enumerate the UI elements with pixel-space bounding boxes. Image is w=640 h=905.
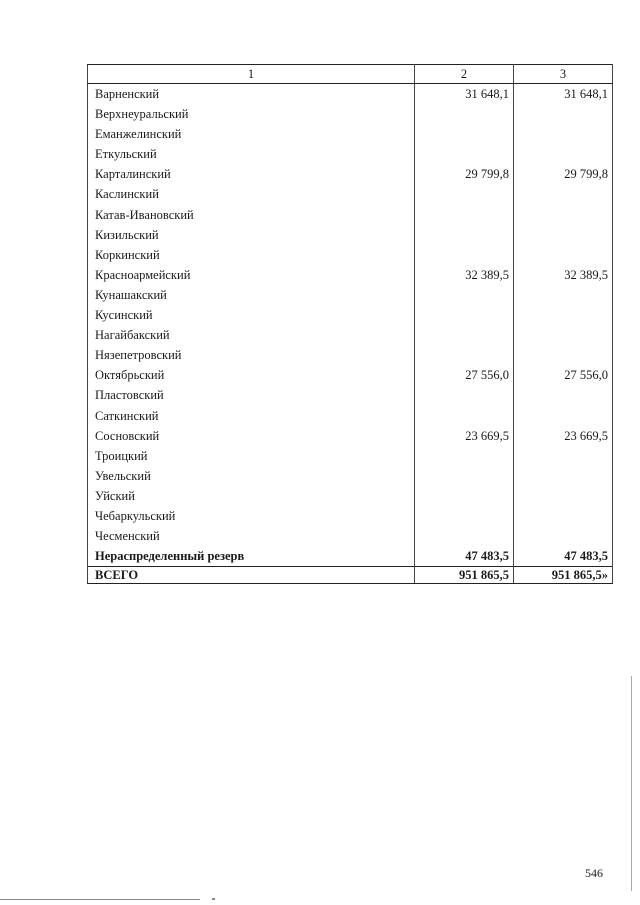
amount-col2-cell xyxy=(415,406,514,426)
amount-col3-cell xyxy=(514,345,613,365)
district-name-cell: Каслинский xyxy=(88,184,415,204)
table-row xyxy=(88,84,613,105)
amount-col2-cell: 47 483,5 xyxy=(415,546,514,567)
page-number: 546 xyxy=(585,866,603,880)
district-name-cell: Еманжелинский xyxy=(88,124,415,144)
district-name-cell: Нагайбакский xyxy=(88,325,415,345)
amount-col3-cell xyxy=(514,245,613,265)
amount-col2-cell xyxy=(415,225,514,245)
table-row xyxy=(88,245,613,265)
amount-col2-cell: 32 389,5 xyxy=(415,265,514,285)
total-row xyxy=(88,567,613,584)
amount-col3-cell xyxy=(514,385,613,405)
amount-col2-cell xyxy=(415,184,514,204)
budget-table-container xyxy=(87,64,612,584)
amount-col3-cell xyxy=(514,305,613,325)
table-row xyxy=(88,365,613,385)
table-row xyxy=(88,426,613,446)
district-name-cell: Кусинский xyxy=(88,305,415,325)
amount-col3-cell xyxy=(514,526,613,546)
district-name-cell: Октябрьский xyxy=(88,365,415,385)
table-row xyxy=(88,446,613,466)
amount-col3-cell xyxy=(514,205,613,225)
amount-col3-cell: 23 669,5 xyxy=(514,426,613,446)
amount-col2-cell xyxy=(415,506,514,526)
table-header-row xyxy=(88,65,613,84)
district-name-cell: Увельский xyxy=(88,466,415,486)
district-name-cell: Нераспределенный резерв xyxy=(88,546,415,567)
district-name-cell: Нязепетровский xyxy=(88,345,415,365)
table-row xyxy=(88,184,613,204)
district-name-cell: Троицкий xyxy=(88,446,415,466)
district-name-cell: Карталинский xyxy=(88,164,415,184)
district-name-cell: Красноармейский xyxy=(88,265,415,285)
amount-col3-cell xyxy=(514,124,613,144)
amount-col3-cell xyxy=(514,466,613,486)
table-row xyxy=(88,325,613,345)
table-row xyxy=(88,164,613,184)
amount-col2-cell xyxy=(415,345,514,365)
amount-col2-cell xyxy=(415,446,514,466)
amount-col3-cell: 31 648,1 xyxy=(514,84,613,105)
district-name-cell: Чесменский xyxy=(88,526,415,546)
amount-col3-cell xyxy=(514,406,613,426)
amount-col3-cell xyxy=(514,506,613,526)
amount-col3-cell xyxy=(514,486,613,506)
amount-col2-cell xyxy=(415,285,514,305)
amount-col2-cell xyxy=(415,124,514,144)
table-row xyxy=(88,345,613,365)
amount-col3-cell: 27 556,0 xyxy=(514,365,613,385)
table-body xyxy=(88,84,613,584)
amount-col3-cell xyxy=(514,104,613,124)
amount-col3-cell: 29 799,8 xyxy=(514,164,613,184)
amount-col2-cell xyxy=(415,325,514,345)
amount-col2-cell xyxy=(415,245,514,265)
district-name-cell: Верхнеуральский xyxy=(88,104,415,124)
table-row xyxy=(88,124,613,144)
table-row xyxy=(88,385,613,405)
amount-col2-cell: 23 669,5 xyxy=(415,426,514,446)
district-name-cell: Пластовский xyxy=(88,385,415,405)
district-name-cell: Уйский xyxy=(88,486,415,506)
amount-col2-cell xyxy=(415,385,514,405)
district-name-cell: Чебаркульский xyxy=(88,506,415,526)
district-name-cell: Саткинский xyxy=(88,406,415,426)
district-name-cell: Коркинский xyxy=(88,245,415,265)
table-row xyxy=(88,285,613,305)
table-row xyxy=(88,466,613,486)
column-header-3: 3 xyxy=(514,65,613,84)
district-name-cell: Варненский xyxy=(88,84,415,105)
amount-col2-cell: 31 648,1 xyxy=(415,84,514,105)
amount-col2-cell: 29 799,8 xyxy=(415,164,514,184)
district-name-cell: Кизильский xyxy=(88,225,415,245)
amount-col2-cell xyxy=(415,466,514,486)
table-row xyxy=(88,406,613,426)
amount-col3-cell xyxy=(514,225,613,245)
amount-col2-cell xyxy=(415,305,514,325)
amount-col3-cell xyxy=(514,144,613,164)
amount-col2-cell: 27 556,0 xyxy=(415,365,514,385)
scan-edge-line xyxy=(631,676,632,891)
amount-col3-cell: 47 483,5 xyxy=(514,546,613,567)
scan-bottom-line xyxy=(0,899,200,900)
amount-col2-cell xyxy=(415,486,514,506)
column-header-2: 2 xyxy=(415,65,514,84)
district-name-cell: Кунашакский xyxy=(88,285,415,305)
amount-col3-cell xyxy=(514,325,613,345)
table-row xyxy=(88,205,613,225)
district-name-cell: Сосновский xyxy=(88,426,415,446)
amount-col2-cell xyxy=(415,526,514,546)
amount-col3-cell: 32 389,5 xyxy=(514,265,613,285)
table-row xyxy=(88,506,613,526)
amount-col2-cell xyxy=(415,144,514,164)
table-row xyxy=(88,526,613,546)
amount-col2-cell xyxy=(415,205,514,225)
amount-col3-cell xyxy=(514,184,613,204)
column-header-1: 1 xyxy=(88,65,415,84)
amount-col2-cell: 951 865,5 xyxy=(415,567,514,584)
scan-bottom-mark xyxy=(212,898,215,900)
district-name-cell: ВСЕГО xyxy=(88,567,415,584)
table-row xyxy=(88,265,613,285)
budget-table xyxy=(87,64,613,584)
district-name-cell: Еткульский xyxy=(88,144,415,164)
table-row xyxy=(88,104,613,124)
amount-col3-cell xyxy=(514,446,613,466)
reserve-row xyxy=(88,546,613,567)
amount-col2-cell xyxy=(415,104,514,124)
table-row xyxy=(88,144,613,164)
table-row xyxy=(88,305,613,325)
amount-col3-cell: 951 865,5» xyxy=(514,567,613,584)
table-row xyxy=(88,225,613,245)
amount-col3-cell xyxy=(514,285,613,305)
table-row xyxy=(88,486,613,506)
district-name-cell: Катав-Ивановский xyxy=(88,205,415,225)
